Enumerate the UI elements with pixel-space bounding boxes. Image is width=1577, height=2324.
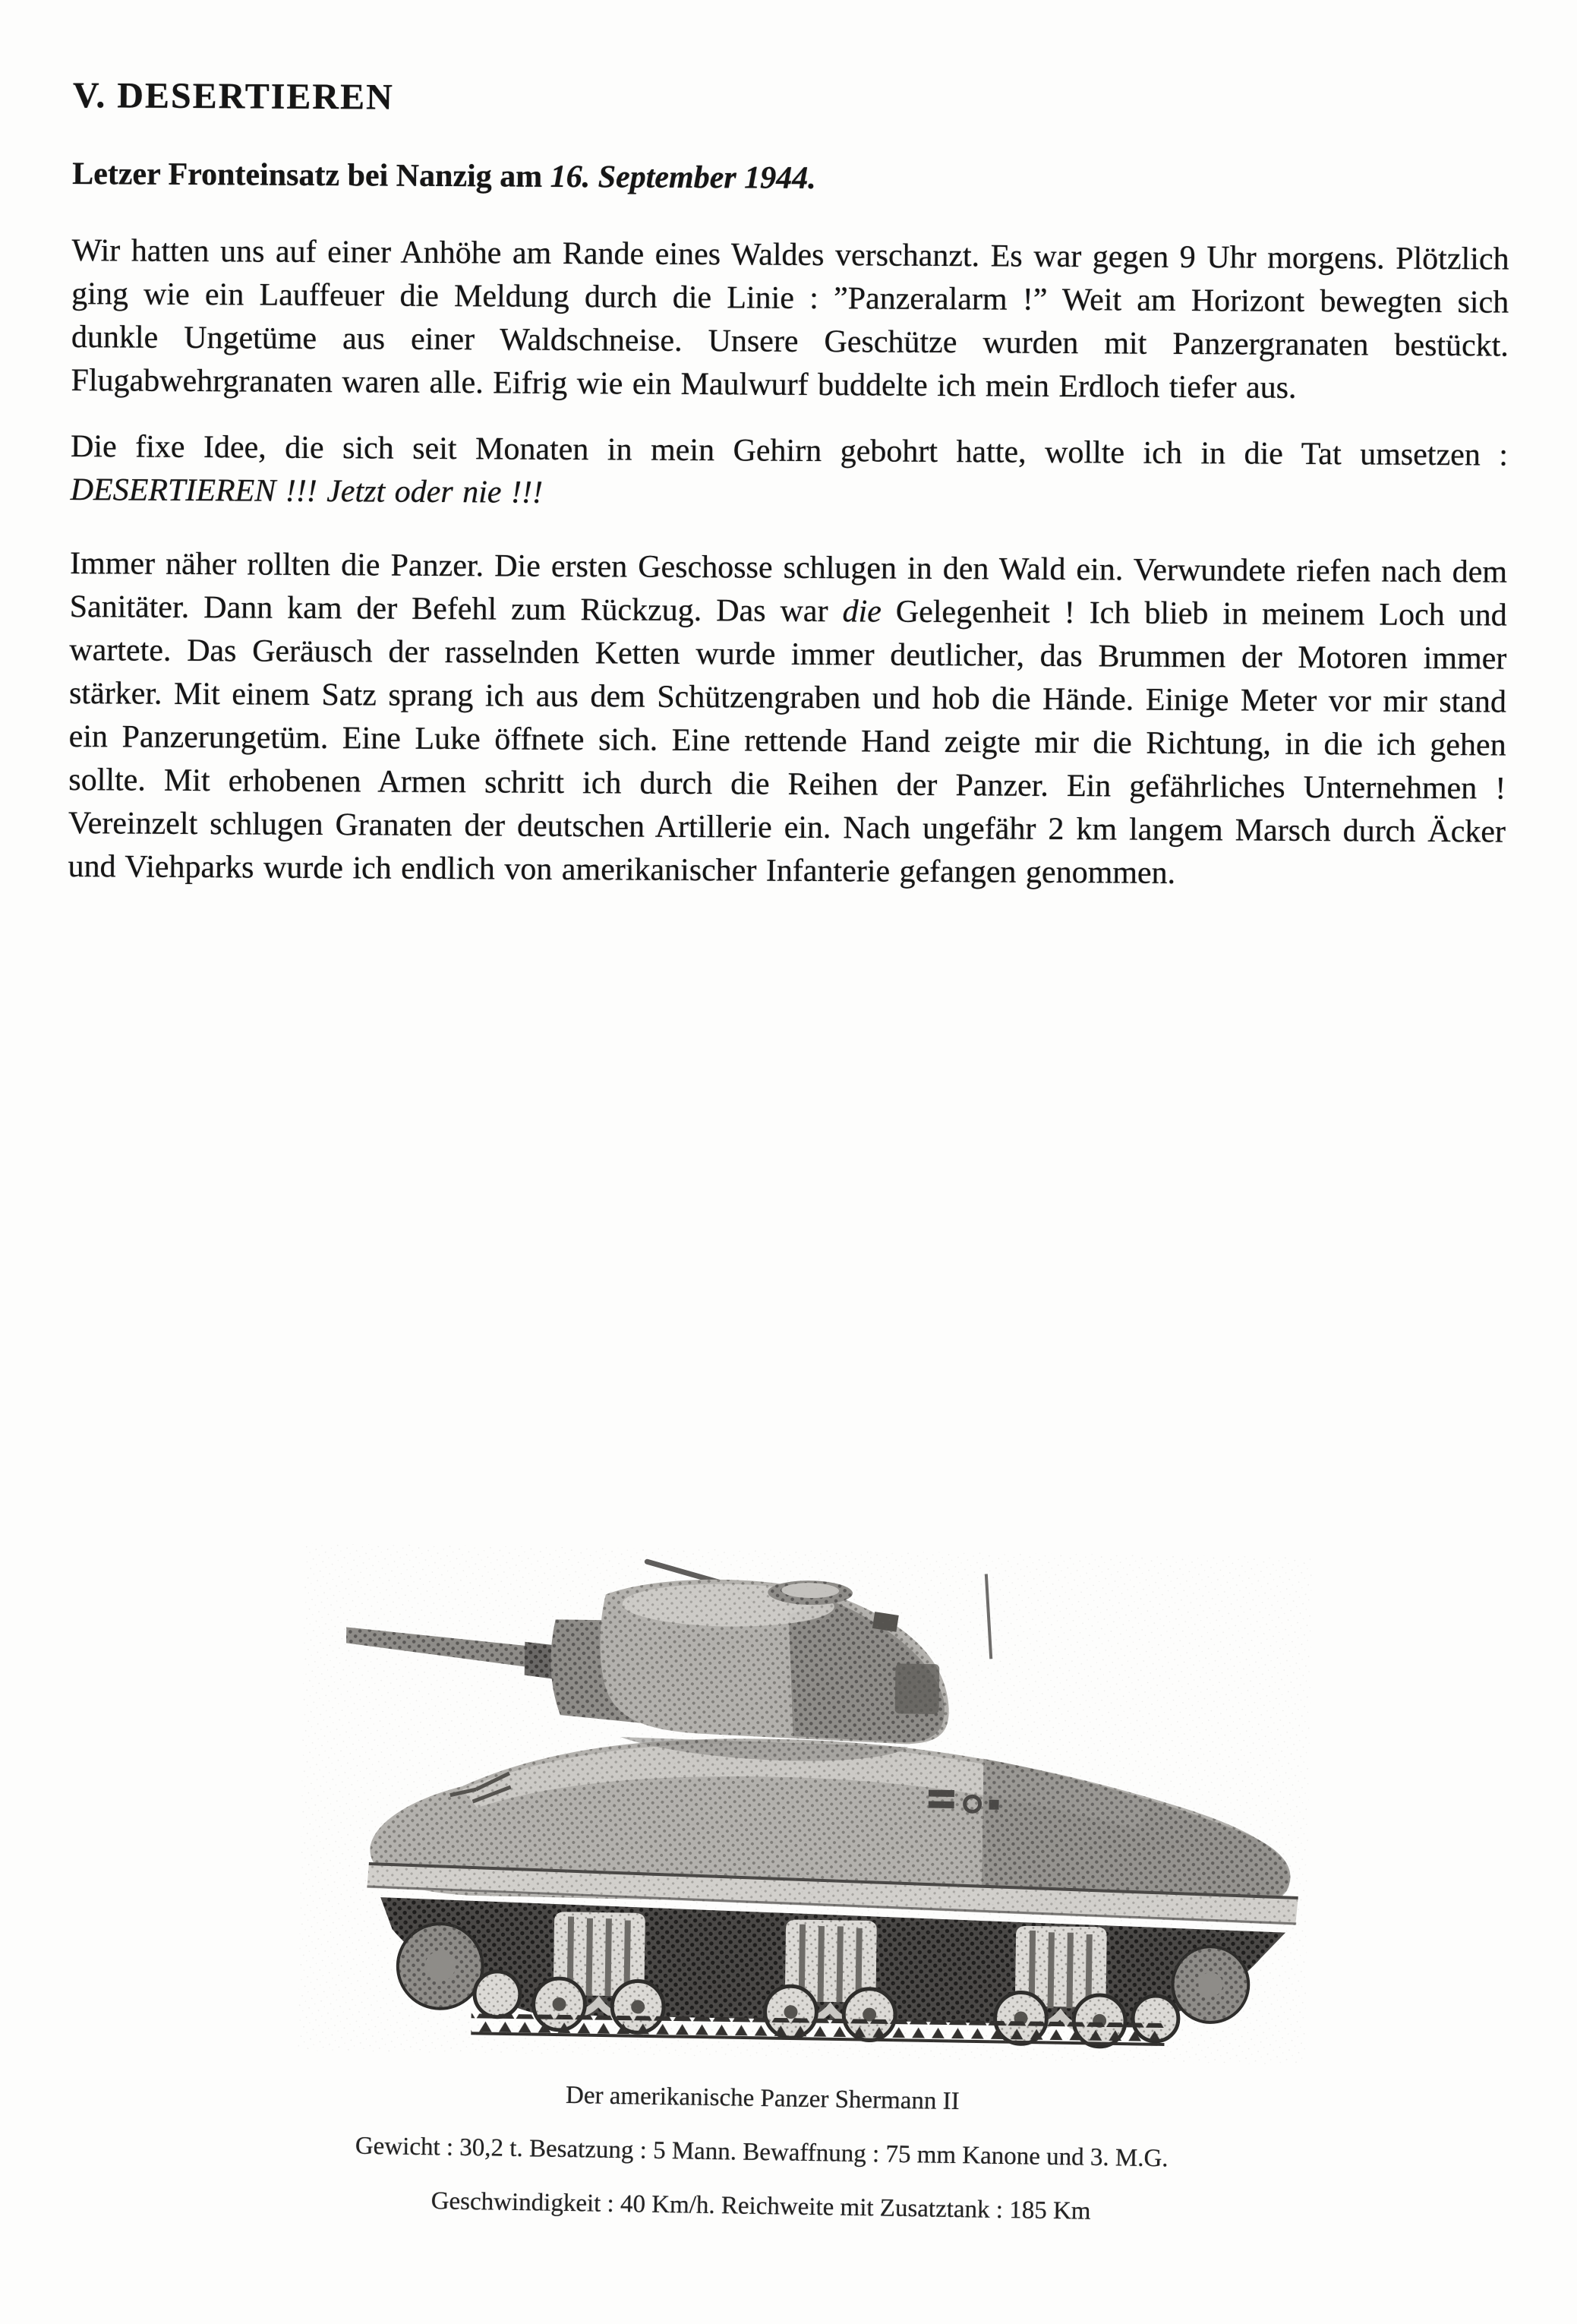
caption-specs-line-1: Gewicht : 30,2 t. Besatzung : 5 Mann. Bewaffnung : 75 mm Kanone und 3. M.G. — [355, 2132, 1169, 2173]
subtitle — [72, 153, 1509, 205]
paragraph-2-emphasis: DESERTIEREN !!! Jetzt oder nie !!! — [70, 472, 544, 510]
paragraph-3-part2: Gelegenheit ! Ich blieb in meinem Loch und wartete. Das Geräusch der rasselnden Ketten wurde immer deutlicher, das Brummen der Motoren immer stärker. Mit einem Satz sprang ich aus dem Schützengraben und hob die Hände. Einige Meter vor mir stand ein Panzerungetüm. Eine Luke öffnete sich. Eine rettende Hand zeigte mir die Richtung, in die ich gehen sollte. Mit erhobenen Armen schritt ich durch die Reihen der Panzer. Ein gefährliches Unternehmen ! Vereinzelt schlugen Granaten der deutschen Artillerie ein. Nach ungefähr 2 km langem Marsch durch Äcker und Viehparks wurde ich endlich von amerikanischer Infanterie gefangen genommen. — [68, 594, 1507, 891]
paragraph-2-lead: Die fixe Idee, die sich seit Monaten in mein Gehirn gebohrt hatte, wollte ich in die Tat umsetzen : — [70, 428, 1509, 473]
subtitle-date: 16. September 1944. — [550, 159, 816, 196]
subtitle-lead: Letzer Fronteinsatz bei Nanzig am — [72, 156, 550, 194]
figure-tank-photo — [297, 1543, 1314, 2065]
paragraph-3 — [68, 542, 1507, 898]
figure-caption — [180, 2063, 1344, 2243]
paragraph-2 — [70, 425, 1508, 521]
paragraph-3-emphasis: die — [842, 594, 882, 630]
sherman-tank-photo — [297, 1543, 1314, 2065]
caption-specs-line-2: Geschwindigkeit : 40 Km/h. Reichweite mit Zusatztank : 185 Km — [431, 2187, 1091, 2225]
halftone-noise-overlay — [298, 1543, 1312, 2064]
text-column — [68, 76, 1510, 920]
paragraph-3-part1: Immer näher rollten die Panzer. Die ersten Geschosse schlugen in den Wald ein. Verwundete riefen nach dem Sanitäter. Dann kam der Befehl zum Rückzug. Das war — [69, 545, 1508, 630]
paragraph-1: Wir hatten uns auf einer Anhöhe am Rande eines Waldes verschanzt. Es war gegen 9 Uhr morgens. Plötzlich ging wie ein Lauffeuer die Meldung durch die Linie : ”Panzeralarm !” Weit am Horizont bewegten sich dunkle Ungetüme aus einer Waldschneise. Unsere Geschütze wurden mit Panzergranaten bestückt. Flugabwehrgranaten waren alle. Eifrig wie ein Maulwurf buddelte ich mein Erdloch tiefer aus. — [71, 232, 1509, 406]
caption-title: Der amerikanische Panzer Shermann II — [565, 2081, 960, 2116]
chapter-heading: V. DESERTIEREN — [72, 75, 394, 118]
